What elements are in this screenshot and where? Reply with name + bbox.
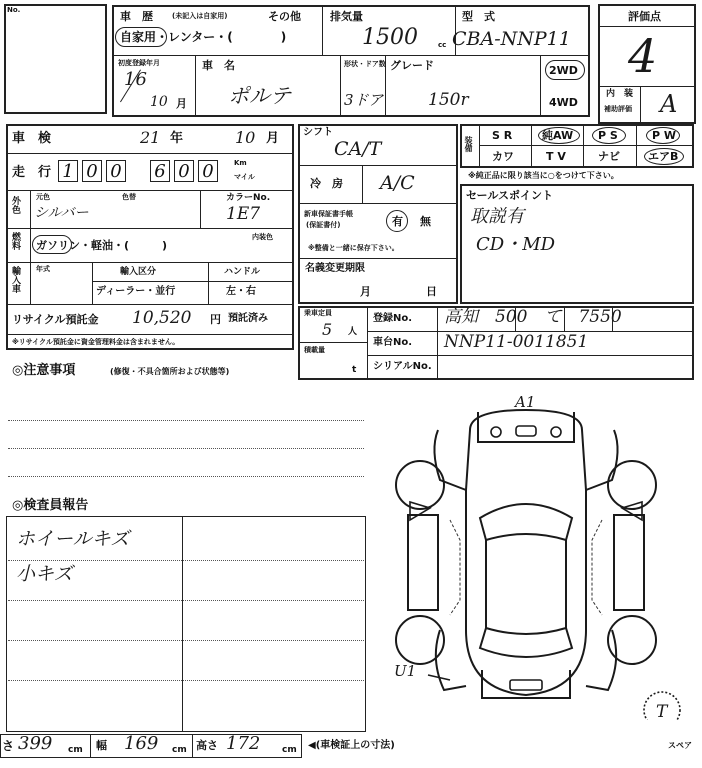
color-code: 1E7 [226, 204, 261, 224]
first-reg-month-unit: 月 [176, 97, 187, 110]
selling-points-label: セールスポイント [466, 189, 554, 202]
width-unit: cm [172, 745, 187, 755]
score-label: 評価点 [628, 10, 661, 23]
no-label: No. [7, 6, 21, 14]
mileage-unit-km: Km [234, 159, 247, 167]
recycle-status: 預託済み [228, 313, 268, 324]
windshield [480, 504, 572, 540]
recycle-value: 10,520 [132, 308, 192, 328]
shift-value: CA/T [334, 138, 382, 160]
interior-label: 内 装 [606, 89, 634, 99]
load-capacity-label: 積載量 [304, 346, 325, 354]
inspector-report-title: ◎検査員報告 [12, 498, 89, 513]
recycle-unit: 円 [210, 313, 221, 326]
recycle-label: リサイクル預託金 [12, 313, 99, 326]
equipment-item: P W [652, 129, 677, 142]
aircon-value: A/C [380, 172, 415, 194]
diagram-mark-top: A1 [515, 393, 536, 411]
door-right-dashed [592, 520, 602, 615]
usage-label: 車 歴 [120, 10, 153, 23]
mileage-unit-mile: マイル [234, 173, 255, 181]
score-value: 4 [628, 29, 658, 83]
usage-note: (未記入は自家用) [172, 12, 228, 20]
height-value: 172 [226, 733, 261, 754]
owner-change-day: 日 [426, 285, 437, 298]
height-label: 高さ [196, 739, 218, 752]
equipment-circle [644, 148, 684, 165]
color-original-label: 元色 [36, 193, 50, 201]
maintenance-note: ※整備と一緒に保存下さい。 [308, 244, 399, 252]
maintenance-label-2: (保証書付) [306, 221, 341, 229]
car-name-label: 車 名 [202, 59, 235, 72]
maintenance-value: 有 [392, 215, 403, 228]
mileage-digit: 6 [150, 160, 170, 182]
doors-label: 形状・ドア数 [344, 60, 386, 68]
mirror-left [410, 502, 430, 520]
headlight-right [551, 427, 561, 437]
import-division-value: ディーラー・並行 [96, 286, 176, 297]
equipment-note: ※純正品に限り該当に○をつけて下さい。 [468, 171, 619, 180]
maintenance-selected-circle [386, 210, 408, 232]
equipment-circle [538, 127, 580, 144]
photo-box [4, 4, 107, 114]
spare-mark: T [656, 702, 668, 722]
mileage-digit: 0 [106, 160, 126, 182]
plate-label: 登録No. [373, 313, 413, 324]
inspector-report-line2: 小キズ [16, 563, 73, 585]
import-handle-value: 左・右 [226, 286, 256, 297]
rear-bumper [482, 670, 570, 698]
displacement-value: 1500 [362, 25, 418, 50]
grade-label: グレード [390, 59, 434, 72]
equipment-item: T V [546, 150, 566, 163]
side-right-body [614, 515, 644, 610]
drive-2wd-circle [545, 60, 585, 80]
displacement-unit: cc [438, 41, 447, 49]
width-value: 169 [124, 733, 159, 754]
length-value: 399 [18, 733, 53, 754]
plate-value: 高知 500 て 7550 [444, 307, 622, 327]
usage-options: 自家用・レンター・( ) [120, 30, 287, 44]
fender-rear-right [586, 630, 616, 690]
capacity-value: 5 [322, 320, 333, 339]
color-value: シルバー [34, 205, 89, 221]
car-top-view [466, 410, 586, 695]
drive-2wd: 2WD [549, 64, 578, 77]
doors-value: 3ドア [344, 91, 384, 109]
front-bumper [478, 412, 574, 442]
rear-window [480, 628, 572, 657]
notes-subtitle: (修復・不具合箇所および状態等) [110, 367, 230, 376]
interior-color-label: 内装色 [252, 233, 273, 241]
dimensions-note: ◀(車検証上の寸法) [308, 740, 395, 751]
front-grille [516, 426, 536, 436]
mileage-digit: 0 [198, 160, 218, 182]
car-damage-diagram [390, 390, 690, 720]
rear-plate [510, 680, 542, 690]
spare-label: スペア [668, 741, 692, 750]
import-division-label: 輸入区分 [120, 267, 157, 277]
equipment-item: エアB [648, 150, 679, 163]
length-prefix: さ [2, 739, 15, 753]
owner-change-month: 月 [360, 285, 371, 298]
serial-label: シリアルNo. [373, 361, 432, 372]
usage-other-label: その他 [268, 10, 301, 23]
model-value: CBA-NNP11 [452, 28, 571, 50]
equipment-item: ナビ [598, 150, 620, 163]
drive-4wd: 4WD [549, 96, 578, 109]
chassis-label: 車台No. [373, 337, 413, 348]
equipment-label: 装備 [464, 136, 473, 152]
equipment-item: カワ [492, 150, 514, 163]
mirror-right [622, 502, 642, 520]
color-code-label: カラーNo. [226, 193, 271, 203]
selling-points-line1: 取説有 [470, 206, 524, 227]
fender-front-left [434, 430, 466, 490]
inspection-year-unit: 年 [170, 131, 184, 146]
load-capacity-unit: t [352, 365, 357, 375]
side-left-body [408, 515, 438, 610]
equipment-circle [646, 127, 680, 144]
mileage-digit: 0 [174, 160, 194, 182]
equipment-item: P S [598, 129, 618, 142]
interior-value: A [660, 90, 678, 118]
maintenance-label-1: 新車保証書手帳 [304, 210, 353, 218]
model-label: 型 式 [462, 10, 495, 23]
recycle-note: ※リサイクル預託金に資金管理料金は含まれません。 [12, 338, 180, 346]
height-unit: cm [282, 745, 297, 755]
fender-rear-left [436, 630, 466, 690]
roof [486, 540, 566, 628]
inspection-year: 21 [140, 128, 161, 147]
selling-points-line2: CD・MD [476, 234, 556, 255]
fuel-selected-circle [32, 235, 72, 254]
door-left-dashed [450, 520, 460, 615]
fuel-options: ガソリン・軽油・( ) [36, 239, 168, 252]
inspection-month: 10 [235, 128, 256, 147]
usage-selected-circle [115, 27, 167, 47]
diagram-mark-side: U1 [394, 662, 417, 680]
shift-label: シフト [303, 127, 333, 138]
inspection-month-unit: 月 [266, 131, 280, 146]
width-label: 幅 [96, 739, 107, 752]
fender-front-right [586, 430, 618, 490]
interior-sub-label: 補助評価 [604, 105, 632, 113]
import-year-label: 年式 [36, 265, 50, 273]
inspection-label: 車 検 [12, 131, 52, 146]
equipment-item: S R [492, 129, 513, 142]
owner-change-label: 名義変更期限 [305, 263, 365, 274]
grade-value: 150r [428, 90, 469, 110]
capacity-unit: 人 [348, 327, 358, 337]
length-unit: cm [68, 745, 83, 755]
mileage-digit: 0 [82, 160, 102, 182]
headlight-left [491, 427, 501, 437]
capacity-label: 乗車定員 [304, 309, 332, 317]
color-label: 外色 [10, 196, 20, 214]
color-value-label: 色替 [122, 193, 136, 201]
equipment-item: 純AW [542, 129, 574, 142]
equipment-circle [592, 127, 626, 144]
first-reg-year: 16 [124, 69, 147, 90]
notes-title: ◎注意事項 [12, 363, 76, 378]
first-reg-month: 10 [150, 94, 168, 110]
mileage-label: 走 行 [12, 165, 52, 180]
fuel-label: 燃料 [10, 232, 20, 250]
maintenance-other: 無 [420, 215, 431, 228]
import-label: 輸入車 [10, 266, 20, 293]
inspector-report-line1: ホイールキズ [16, 528, 130, 550]
first-reg-label: 初度登録年月 [118, 59, 160, 67]
displacement-label: 排気量 [330, 10, 363, 23]
chassis-value: NNP11-0011851 [444, 332, 589, 352]
import-handle-label: ハンドル [224, 267, 261, 277]
aircon-label: 冷 房 [310, 177, 343, 190]
mileage-digit: 1 [58, 160, 78, 182]
car-name-value: ポルテ [228, 84, 291, 108]
